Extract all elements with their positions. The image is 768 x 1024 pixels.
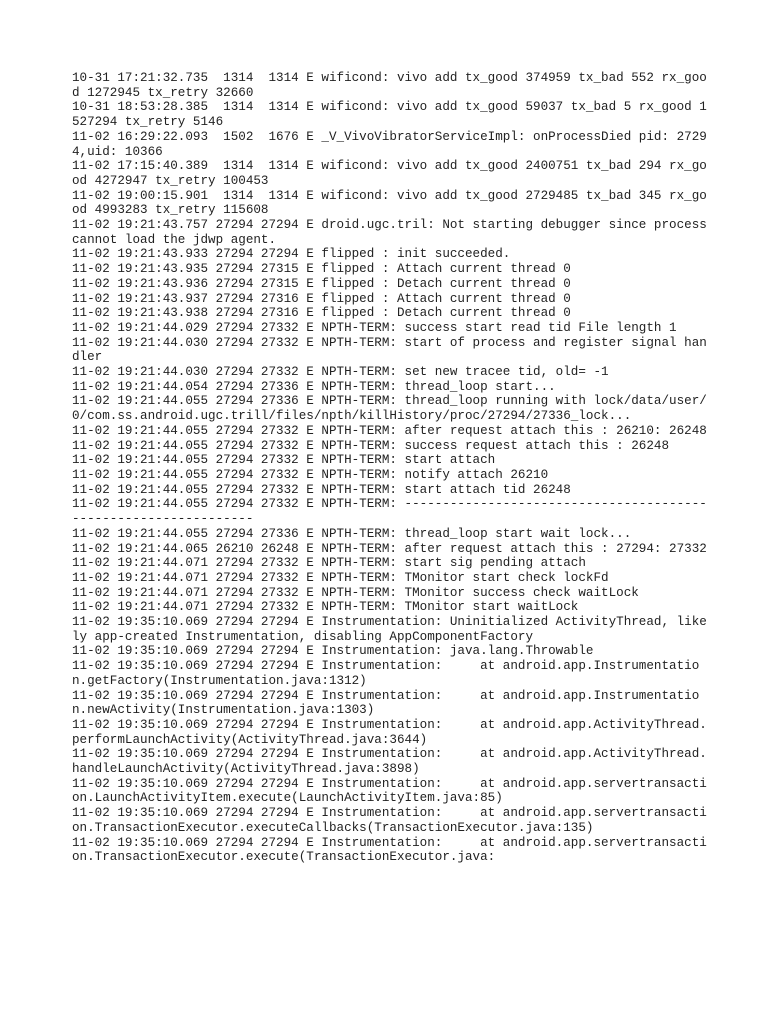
log-line: 11-02 19:21:44.054 27294 27336 E NPTH-TERM: thread_loop start... [72,379,556,394]
log-line: 11-02 19:21:44.055 27294 27332 E NPTH-TERM: notify attach 26210 [72,467,549,482]
log-line: 11-02 19:21:44.030 27294 27332 E NPTH-TERM: start of process and register signal handler [72,335,707,365]
log-line: 11-02 19:00:15.901 1314 1314 E wificond: vivo add tx_good 2729485 tx_bad 345 rx_good 4993283 tx_retry 115608 [72,188,707,218]
log-line: 11-02 19:21:43.936 27294 27315 E flipped : Detach current thread 0 [72,276,571,291]
log-line: 11-02 19:21:43.757 27294 27294 E droid.ugc.tril: Not starting debugger since process cannot load the jdwp agent. [72,218,715,247]
log-line: 11-02 19:21:44.065 26210 26248 E NPTH-TERM: after request attach this : 27294: 27332 [72,541,707,556]
log-line: 11-02 19:35:10.069 27294 27294 E Instrumentation: at android.app.ActivityThread.handleLaunchActivity(ActivityThread.java:3898) [72,747,707,777]
log-line: 11-02 19:21:44.055 27294 27332 E NPTH-TERM: success request attach this : 26248 [72,438,670,453]
log-line: 11-02 19:21:43.938 27294 27316 E flipped : Detach current thread 0 [72,306,571,321]
log-line: 10-31 17:21:32.735 1314 1314 E wificond: vivo add tx_good 374959 tx_bad 552 rx_good 1272945 tx_retry 32660 [72,71,707,100]
log-line: 11-02 19:21:44.055 27294 27336 E NPTH-TERM: thread_loop running with lock/data/user/0/com.ss.android.ugc.trill/files/npth/killHistory/proc/27294/27336_lock... [72,394,707,424]
log-line: 11-02 19:21:44.055 27294 27332 E NPTH-TERM: start attach tid 26248 [72,482,571,497]
log-line: 10-31 18:53:28.385 1314 1314 E wificond: vivo add tx_good 59037 tx_bad 5 rx_good 1527294 tx_retry 5146 [72,100,707,130]
log-line: 11-02 19:21:44.071 27294 27332 E NPTH-TERM: TMonitor start check lockFd [72,570,609,585]
log-line: 11-02 19:35:10.069 27294 27294 E Instrumentation: at android.app.Instrumentation.getFactory(Instrumentation.java:1312) [72,659,700,688]
log-line: 11-02 19:21:43.933 27294 27294 E flipped : init succeeded. [72,247,511,262]
log-line: 11-02 19:21:44.071 27294 27332 E NPTH-TERM: TMonitor success check waitLock [72,585,639,600]
log-line: 11-02 19:35:10.069 27294 27294 E Instrumentation: Uninitialized ActivityThread, likely app-created Instrumentation, disabling AppComponentFactory [72,615,707,644]
log-line: 11-02 19:21:44.055 27294 27332 E NPTH-TERM: ---------------------------------------------------------------- [72,497,707,527]
log-page [72,71,715,865]
log-line: 11-02 17:15:40.389 1314 1314 E wificond: vivo add tx_good 2400751 tx_bad 294 rx_good 4272947 tx_retry 100453 [72,159,707,188]
log-line: 11-02 19:35:10.069 27294 27294 E Instrumentation: java.lang.Throwable [72,644,594,659]
log-line: 11-02 16:29:22.093 1502 1676 E _V_VivoVibratorServiceImpl: onProcessDied pid: 27294,uid: 10366 [72,129,707,159]
log-line: 11-02 19:35:10.069 27294 27294 E Instrumentation: at android.app.servertransaction.TransactionExecutor.execute(TransactionExecutor.java: [72,835,707,865]
log-line: 11-02 19:21:44.055 27294 27336 E NPTH-TERM: thread_loop start wait lock... [72,526,632,541]
log-line: 11-02 19:21:44.071 27294 27332 E NPTH-TERM: TMonitor start waitLock [72,600,579,615]
log-line: 11-02 19:21:44.029 27294 27332 E NPTH-TERM: success start read tid File length 1 [72,320,677,335]
log-line: 11-02 19:21:43.935 27294 27315 E flipped : Attach current thread 0 [72,262,571,277]
log-line: 11-02 19:21:44.071 27294 27332 E NPTH-TERM: start sig pending attach [72,556,586,571]
log-line: 11-02 19:35:10.069 27294 27294 E Instrumentation: at android.app.ActivityThread.performLaunchActivity(ActivityThread.java:3644) [72,717,707,747]
log-line: 11-02 19:21:44.030 27294 27332 E NPTH-TERM: set new tracee tid, old= -1 [72,365,609,380]
log-line: 11-02 19:21:44.055 27294 27332 E NPTH-TERM: after request attach this : 26210: 26248 [72,423,707,438]
log-line: 11-02 19:21:43.937 27294 27316 E flipped : Attach current thread 0 [72,291,571,306]
log-line: 11-02 19:35:10.069 27294 27294 E Instrumentation: at android.app.servertransaction.TransactionExecutor.executeCallbacks(TransactionExecutor.java:135) [72,806,707,835]
log-line: 11-02 19:35:10.069 27294 27294 E Instrumentation: at android.app.servertransaction.LaunchActivityItem.execute(LaunchActivityItem.java:85) [72,776,707,806]
log-line: 11-02 19:21:44.055 27294 27332 E NPTH-TERM: start attach [72,453,496,468]
log-line: 11-02 19:35:10.069 27294 27294 E Instrumentation: at android.app.Instrumentation.newActivity(Instrumentation.java:1303) [72,688,700,718]
